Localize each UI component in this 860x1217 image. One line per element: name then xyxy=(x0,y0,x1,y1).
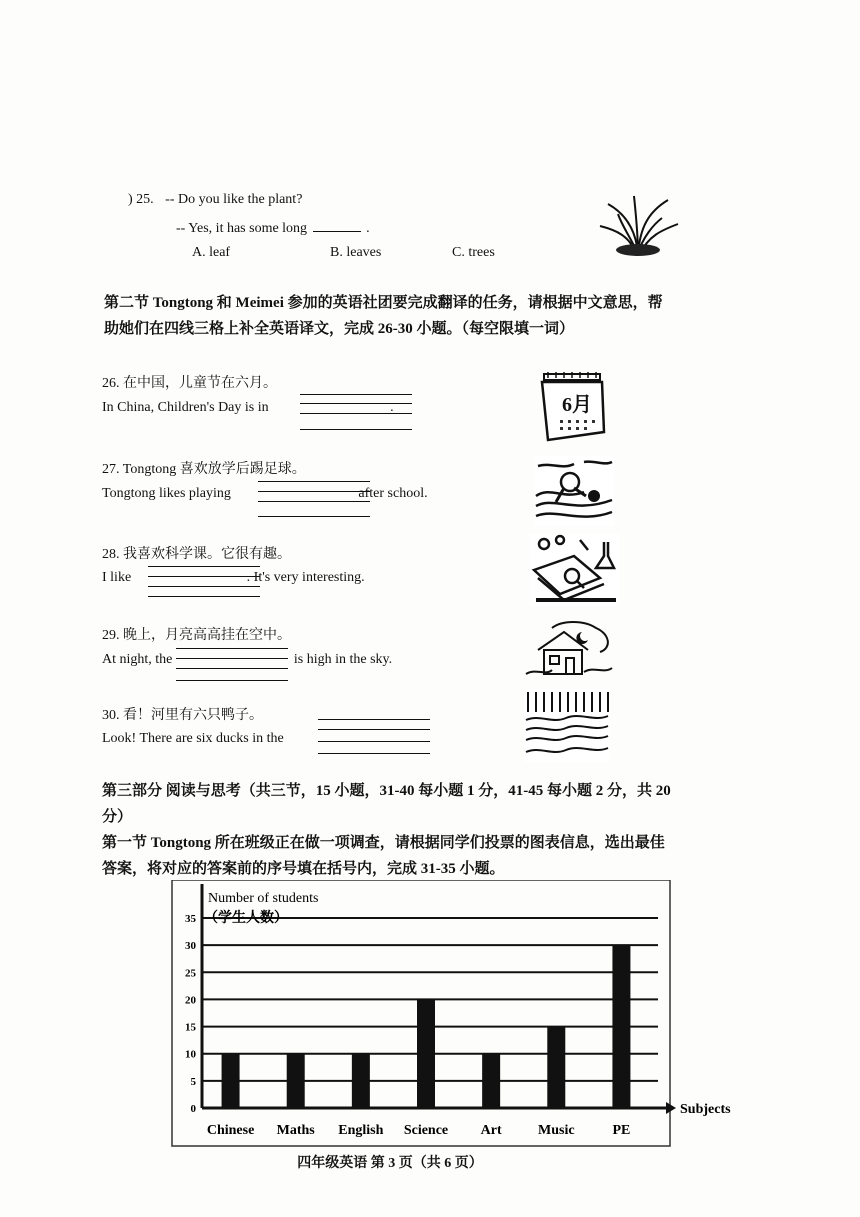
subjects-bar-chart xyxy=(160,880,760,1152)
q25-answer-blank[interactable] xyxy=(313,219,361,232)
q28-english-after: . It's very interesting. xyxy=(246,570,365,585)
part3-line1: 第三部分 阅读与思考（共三节，15 小题，31-40 每小题 1 分，41-45 每小题 2 分，共 20 xyxy=(102,783,671,799)
section2-instructions xyxy=(104,290,764,342)
q25-answer-suffix: . xyxy=(366,221,370,236)
x-tick-label-english: English xyxy=(338,1123,384,1138)
q27-chinese: 27. Tongtong 喜欢放学后踢足球。 xyxy=(102,462,306,477)
part3-line2: 分） xyxy=(102,809,133,825)
y-axis-label: Number of students xyxy=(208,891,319,906)
y-tick-label: 15 xyxy=(185,1021,196,1034)
q27-english-after: after school. xyxy=(358,486,428,501)
q25-number: 25. xyxy=(136,192,154,207)
q25-answer-prefix: -- Yes, it has some long xyxy=(176,221,308,236)
q25-option-c[interactable]: C. trees xyxy=(452,245,495,260)
q25-answer-line xyxy=(176,219,370,237)
y-tick-label: 10 xyxy=(185,1048,196,1061)
x-tick-label-chinese: Chinese xyxy=(206,1123,255,1138)
bar-chinese xyxy=(222,1054,240,1108)
y-tick-label: 35 xyxy=(185,913,196,925)
bar-music xyxy=(547,1027,565,1108)
section2-line1: 第二节 Tongtong 和 Meimei 参加的英语社团要完成翻译的任务，请根据中文意思，帮 xyxy=(104,295,663,311)
x-tick-label-music: Music xyxy=(538,1123,575,1138)
q25-question: -- Do you like the plant? xyxy=(165,192,303,207)
q28-english-before: I like xyxy=(102,570,132,585)
q25-bracket: ) xyxy=(128,192,133,207)
q30-chinese: 30. 看！河里有六只鸭子。 xyxy=(102,708,263,723)
q25-question-line xyxy=(128,192,302,208)
section2-line2: 助她们在四线三格上补全英语译文，完成 26-30 小题。（每空限填一词） xyxy=(104,321,574,337)
y-tick-label: 5 xyxy=(190,1075,196,1088)
river-icon xyxy=(524,690,610,762)
bar-art xyxy=(482,1054,500,1108)
x-axis-arrow xyxy=(666,1102,676,1114)
q25-option-b[interactable]: B. leaves xyxy=(330,245,382,260)
q29-english-after: is high in the sky. xyxy=(293,652,393,667)
q27-english-before: Tongtong likes playing xyxy=(102,486,231,501)
y-tick-label: 0 xyxy=(190,1103,196,1115)
q25-option-a[interactable]: A. leaf xyxy=(192,245,231,260)
q26-english-after: . xyxy=(390,400,394,415)
bar-pe xyxy=(612,945,630,1108)
calendar-label: 6月 xyxy=(562,394,592,416)
football-icon xyxy=(534,456,614,526)
x-axis-label: Subjects xyxy=(680,1102,731,1117)
q26-chinese: 26. 在中国，儿童节在六月。 xyxy=(102,376,277,391)
q29-chinese: 29. 晚上，月亮高高挂在空中。 xyxy=(102,628,291,643)
calendar-icon xyxy=(538,370,610,444)
x-tick-label-pe: PE xyxy=(612,1123,631,1138)
q27-english xyxy=(102,486,428,502)
part3-header xyxy=(102,778,762,830)
bar-maths xyxy=(287,1054,305,1108)
q29-english-before: At night, the xyxy=(102,652,173,667)
q28-chinese: 28. 我喜欢科学课。它很有趣。 xyxy=(102,547,291,562)
q29-english xyxy=(102,652,392,668)
science-icon xyxy=(530,534,620,606)
q26-english-before: In China, Children's Day is in xyxy=(102,400,269,415)
y-tick-label: 25 xyxy=(185,967,196,980)
part3-section1-line1: 第一节 Tongtong 所在班级正在做一项调查，请根据同学们投票的图表信息，选出最佳 xyxy=(102,835,665,851)
part3-section1-instructions xyxy=(102,830,762,882)
moon-house-icon xyxy=(522,618,614,680)
page-footer: 四年级英语 第 3 页（共 6 页） xyxy=(297,1156,483,1171)
q30-english-before: Look! There are six ducks in the xyxy=(102,731,284,746)
x-tick-label-maths: Maths xyxy=(276,1123,315,1138)
plant-icon xyxy=(596,190,680,256)
y-axis-label-cn: （学生人数） xyxy=(204,911,288,926)
y-tick-label: 20 xyxy=(185,994,196,1007)
y-tick-label: 30 xyxy=(185,940,196,953)
x-tick-label-science: Science xyxy=(403,1123,449,1138)
q28-english xyxy=(102,570,365,586)
bar-english xyxy=(352,1054,370,1108)
part3-section1-line2: 答案，将对应的答案前的序号填在括号内，完成 31-35 小题。 xyxy=(102,861,505,877)
x-tick-label-art: Art xyxy=(480,1123,502,1138)
chart-x-ticks xyxy=(207,1123,631,1138)
chart-y-ticks xyxy=(185,913,197,1115)
q30-english xyxy=(102,731,284,747)
bar-science xyxy=(417,999,435,1108)
